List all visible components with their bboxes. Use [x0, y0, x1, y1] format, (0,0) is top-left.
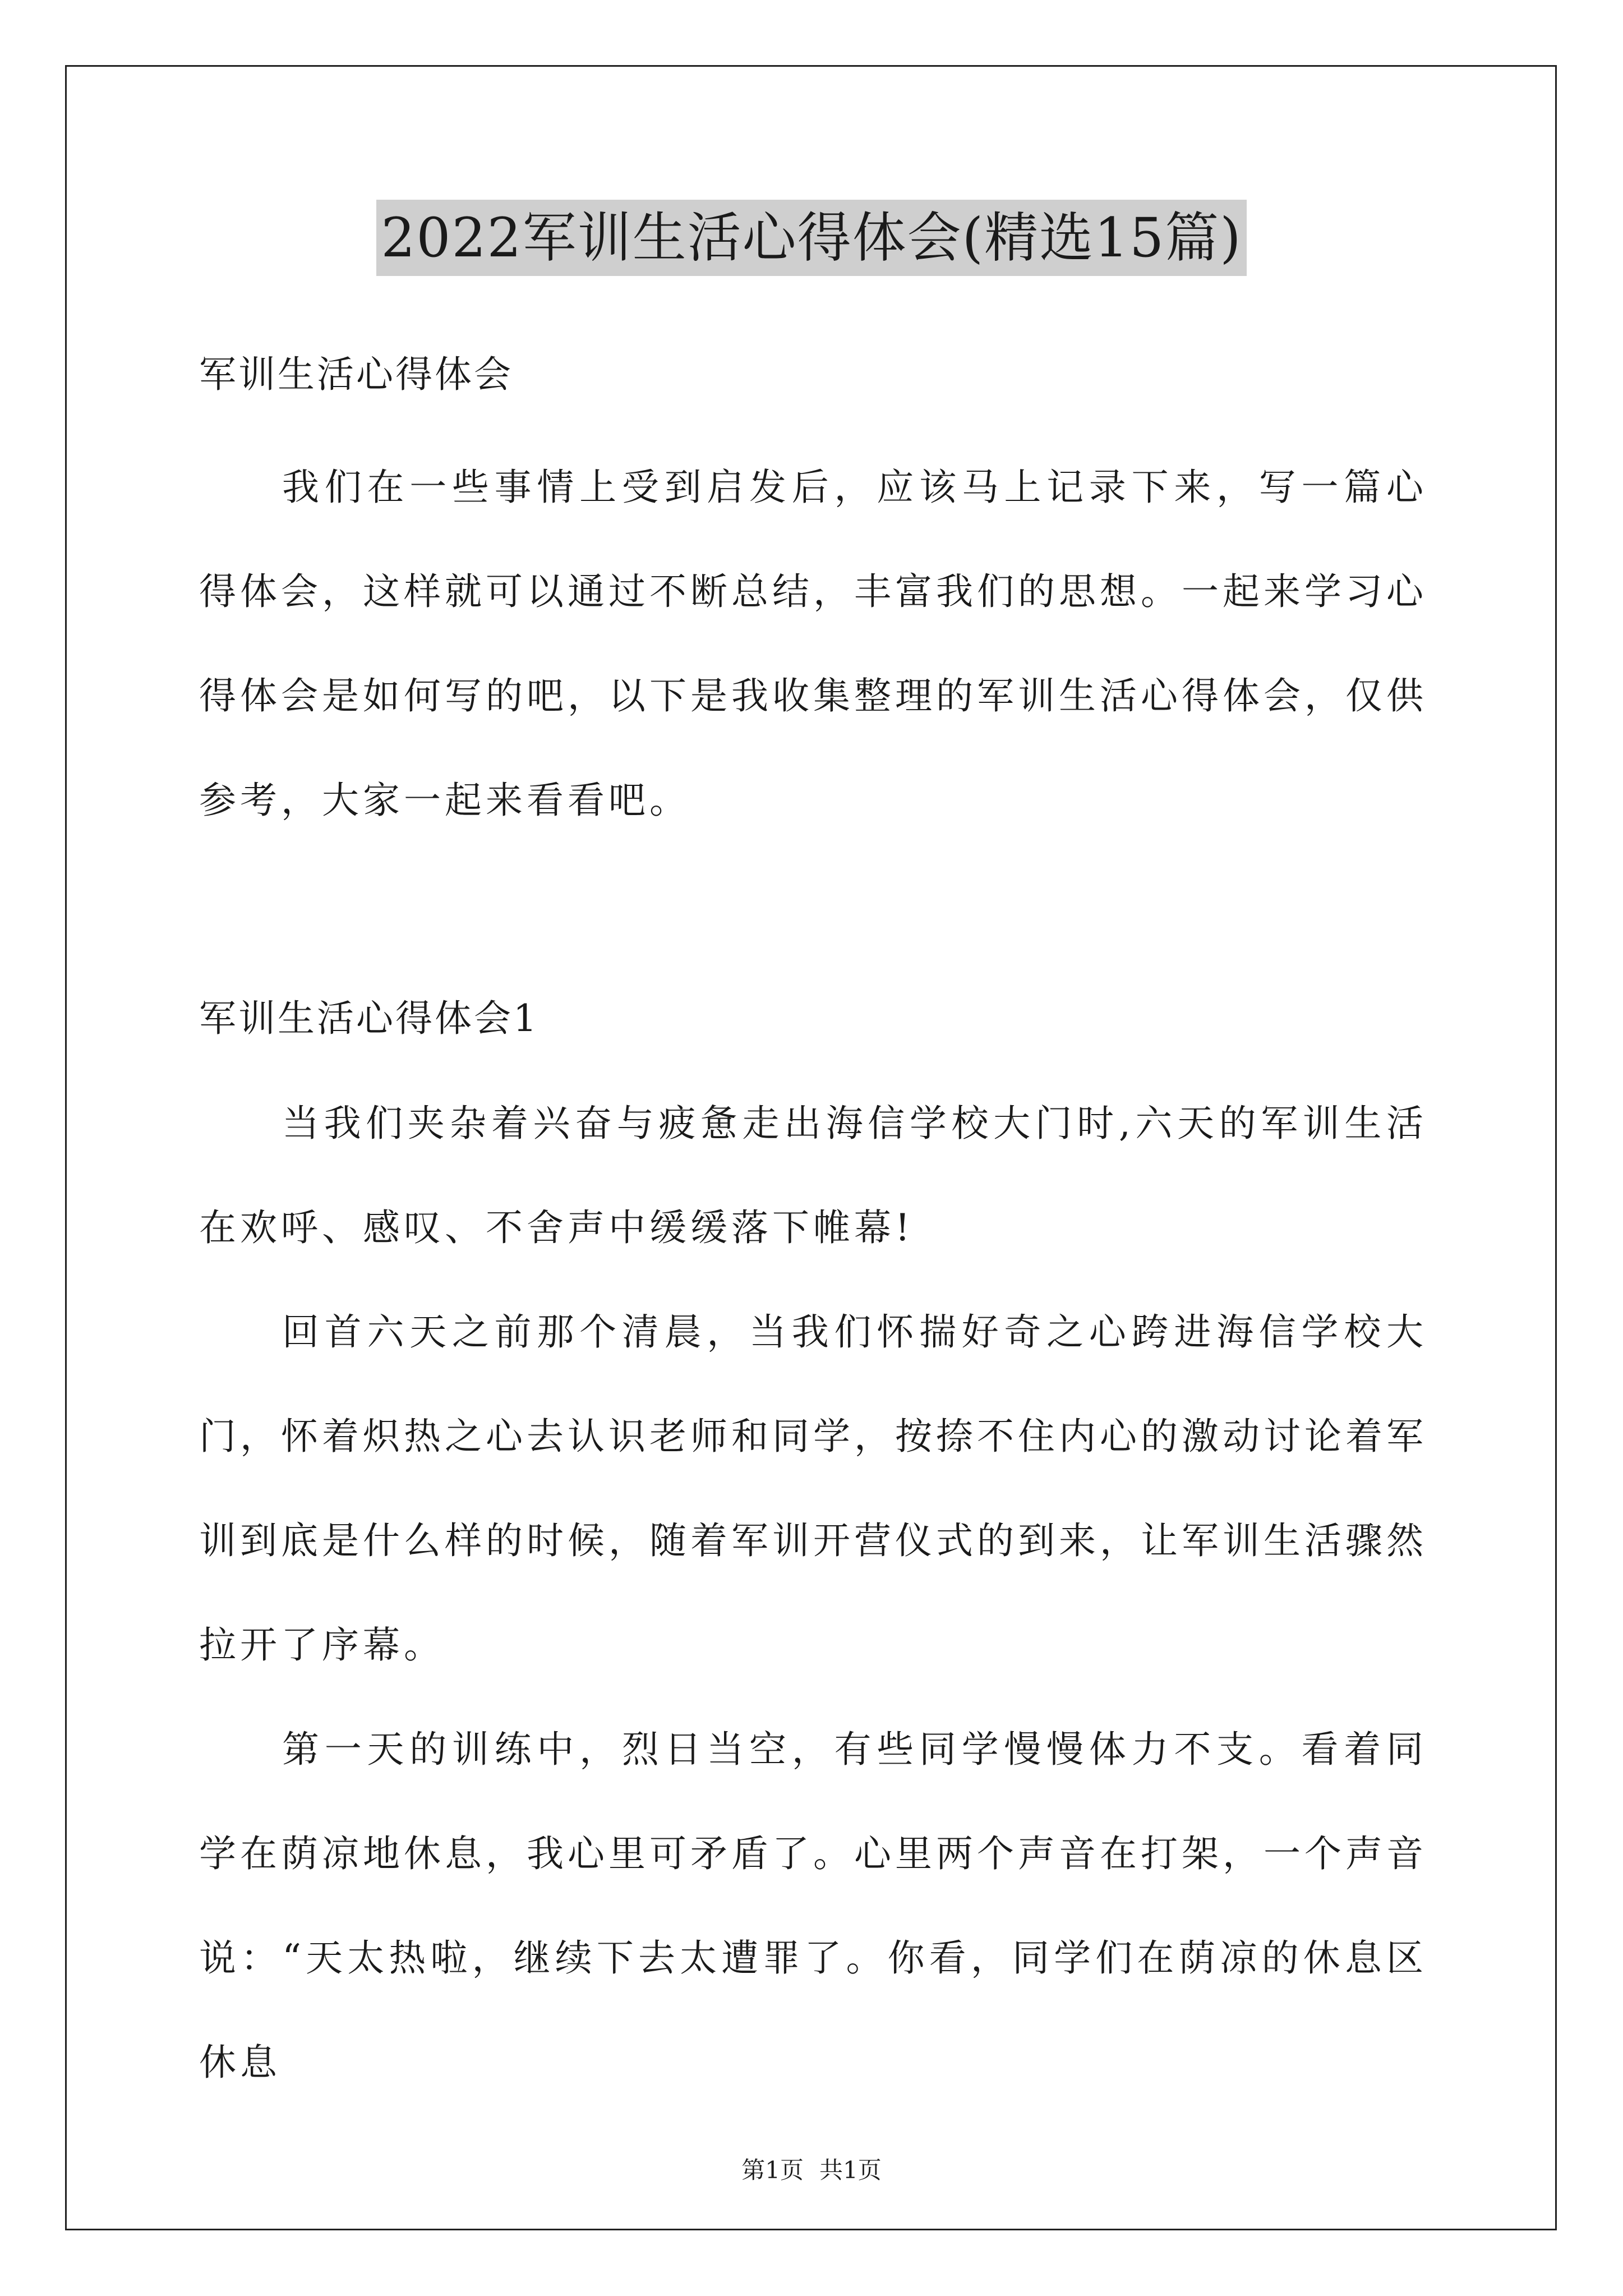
page-number: 第1页 — [741, 2156, 804, 2184]
intro-paragraph: 我们在一些事情上受到启发后，应该马上记录下来，写一篇心得体会，这样就可以通过不断总结，丰富我们的思想。一起来学习心得体会是如何写的吧，以下是我收集整理的军训生活心得体会，仅供参考，大家一起来看看吧。 — [199, 466, 1427, 822]
section-heading-intro: 军训生活心得体会 — [199, 353, 513, 396]
section-heading-1: 军训生活心得体会1 — [199, 997, 539, 1040]
document-title: 2022军训生活心得体会(精选15篇) — [376, 200, 1246, 276]
title-container — [0, 200, 1623, 276]
page-total: 共1页 — [819, 2156, 882, 2184]
section-1-paragraph-2: 回首六天之前那个清晨，当我们怀揣好奇之心跨进海信学校大门，怀着炽热之心去认识老师和同学，按捺不住内心的激动讨论着军训到底是什么样的时候，随着军训开营仪式的到来，让军训生活骤然拉开了序幕。 — [199, 1310, 1427, 1667]
section-1-paragraph-3: 第一天的训练中，烈日当空，有些同学慢慢体力不支。看着同学在荫凉地休息，我心里可矛盾了。心里两个声音在打架，一个声音说：“天太热啦，继续下去太遭罪了。你看，同学们在荫凉的休息区休息 — [199, 1728, 1427, 2084]
section-1-paragraph-1: 当我们夹杂着兴奋与疲惫走出海信学校大门时,六天的军训生活在欢呼、感叹、不舍声中缓缓落下帷幕! — [199, 1102, 1427, 1249]
page-footer — [0, 2156, 1623, 2184]
